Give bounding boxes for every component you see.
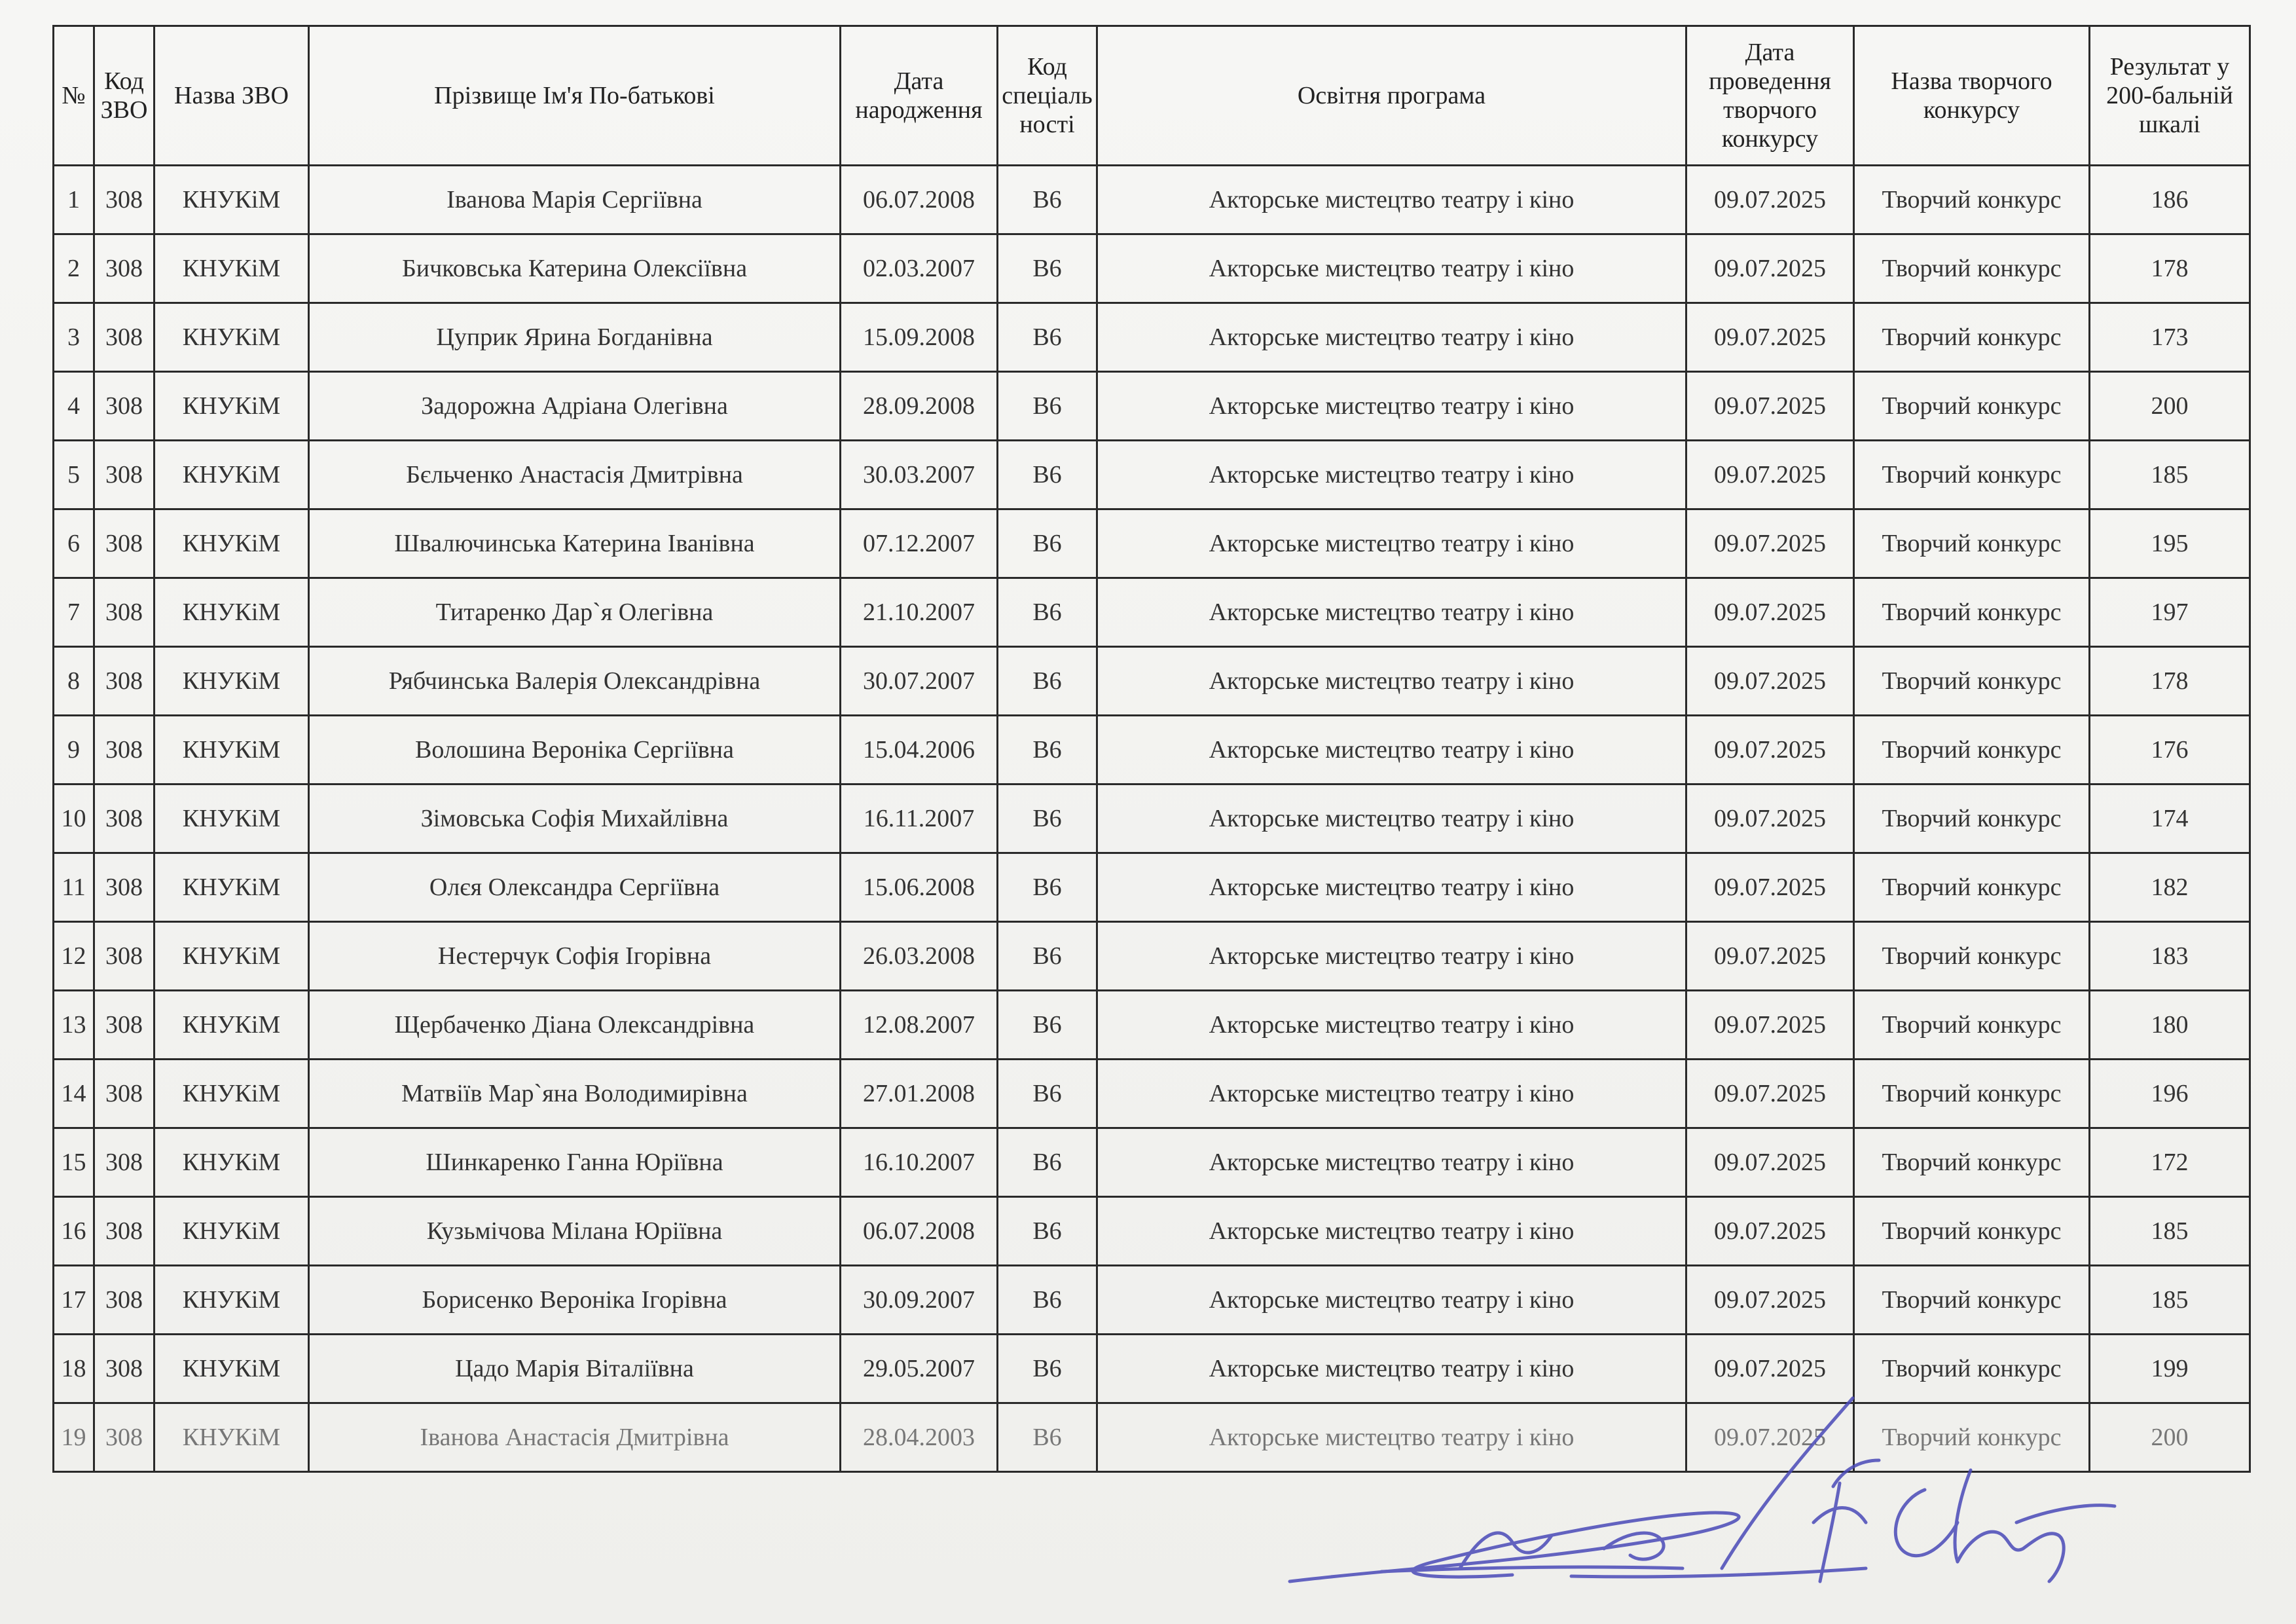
cell-code-zvo: 308 [94, 922, 155, 991]
table-row [54, 166, 2250, 234]
cell-name-zvo: КНУКіМ [155, 578, 309, 647]
cell-code-zvo: 308 [94, 1266, 155, 1335]
cell-program: Акторське мистецтво театру і кіно [1097, 784, 1686, 853]
cell-name-zvo: КНУКіМ [155, 853, 309, 922]
cell-contest-date: 09.07.2025 [1686, 509, 1854, 578]
cell-name-zvo: КНУКіМ [155, 509, 309, 578]
cell-num: 1 [54, 166, 94, 234]
cell-code-zvo: 308 [94, 784, 155, 853]
cell-name-zvo: КНУКіМ [155, 784, 309, 853]
cell-full-name: Зімовська Софія Михайлівна [309, 784, 841, 853]
cell-program: Акторське мистецтво театру і кіно [1097, 647, 1686, 716]
header-row [54, 26, 2250, 166]
header-birth-date: Дата народження [841, 26, 998, 166]
cell-birth-date: 06.07.2008 [841, 1197, 998, 1266]
cell-spec-code: В6 [998, 578, 1097, 647]
cell-code-zvo: 308 [94, 441, 155, 509]
cell-code-zvo: 308 [94, 166, 155, 234]
cell-result: 185 [2090, 1266, 2250, 1335]
cell-full-name: Іванова Марія Сергіївна [309, 166, 841, 234]
cell-spec-code: В6 [998, 441, 1097, 509]
cell-name-zvo: КНУКіМ [155, 1128, 309, 1197]
cell-birth-date: 07.12.2007 [841, 509, 998, 578]
cell-full-name: Борисенко Вероніка Ігорівна [309, 1266, 841, 1335]
signature-stroke-10 [1955, 1470, 2064, 1581]
cell-result: 197 [2090, 578, 2250, 647]
table-row [54, 647, 2250, 716]
cell-program: Акторське мистецтво театру і кіно [1097, 372, 1686, 441]
cell-contest-name: Творчий конкурс [1854, 922, 2090, 991]
cell-contest-date: 09.07.2025 [1686, 1060, 1854, 1128]
cell-code-zvo: 308 [94, 372, 155, 441]
cell-result: 180 [2090, 991, 2250, 1060]
cell-contest-name: Творчий конкурс [1854, 647, 2090, 716]
cell-contest-date: 09.07.2025 [1686, 1335, 1854, 1403]
cell-result: 199 [2090, 1335, 2250, 1403]
header-contest-name: Назва творчого конкурсу [1854, 26, 2090, 166]
cell-contest-date: 09.07.2025 [1686, 578, 1854, 647]
cell-program: Акторське мистецтво театру і кіно [1097, 509, 1686, 578]
cell-contest-name: Творчий конкурс [1854, 853, 2090, 922]
cell-contest-date: 09.07.2025 [1686, 372, 1854, 441]
cell-code-zvo: 308 [94, 578, 155, 647]
header-spec-code: Код спеціаль ності [998, 26, 1097, 166]
table-row [54, 784, 2250, 853]
signature-stroke-5 [1722, 1398, 1853, 1568]
cell-contest-date: 09.07.2025 [1686, 853, 1854, 922]
cell-name-zvo: КНУКіМ [155, 441, 309, 509]
cell-name-zvo: КНУКіМ [155, 234, 309, 303]
cell-program: Акторське мистецтво театру і кіно [1097, 991, 1686, 1060]
cell-birth-date: 21.10.2007 [841, 578, 998, 647]
cell-birth-date: 27.01.2008 [841, 1060, 998, 1128]
cell-result: 173 [2090, 303, 2250, 372]
cell-contest-name: Творчий конкурс [1854, 234, 2090, 303]
cell-full-name: Щербаченко Діана Олександрівна [309, 991, 841, 1060]
table-row [54, 441, 2250, 509]
cell-contest-date: 09.07.2025 [1686, 1403, 1854, 1472]
cell-contest-date: 09.07.2025 [1686, 234, 1854, 303]
cell-contest-date: 09.07.2025 [1686, 991, 1854, 1060]
cell-num: 12 [54, 922, 94, 991]
cell-birth-date: 30.07.2007 [841, 647, 998, 716]
cell-full-name: Іванова Анастасія Дмитрівна [309, 1403, 841, 1472]
cell-birth-date: 30.09.2007 [841, 1266, 998, 1335]
cell-program: Акторське мистецтво театру і кіно [1097, 1128, 1686, 1197]
cell-code-zvo: 308 [94, 991, 155, 1060]
cell-name-zvo: КНУКіМ [155, 647, 309, 716]
table-row [54, 509, 2250, 578]
cell-num: 6 [54, 509, 94, 578]
cell-contest-date: 09.07.2025 [1686, 1128, 1854, 1197]
header-num: № [54, 26, 94, 166]
table-row [54, 1060, 2250, 1128]
cell-code-zvo: 308 [94, 1403, 155, 1472]
cell-contest-name: Творчий конкурс [1854, 1335, 2090, 1403]
cell-contest-name: Творчий конкурс [1854, 303, 2090, 372]
cell-num: 18 [54, 1335, 94, 1403]
cell-contest-name: Творчий конкурс [1854, 1197, 2090, 1266]
cell-program: Акторське мистецтво театру і кіно [1097, 234, 1686, 303]
signature [1264, 1372, 2128, 1608]
cell-num: 17 [54, 1266, 94, 1335]
cell-result: 200 [2090, 372, 2250, 441]
cell-birth-date: 12.08.2007 [841, 991, 998, 1060]
cell-code-zvo: 308 [94, 303, 155, 372]
cell-num: 11 [54, 853, 94, 922]
header-name-zvo: Назва ЗВО [155, 26, 309, 166]
cell-contest-name: Творчий конкурс [1854, 509, 2090, 578]
header-full-name: Прізвище Ім'я По-батькові [309, 26, 841, 166]
cell-contest-date: 09.07.2025 [1686, 922, 1854, 991]
cell-program: Акторське мистецтво театру і кіно [1097, 441, 1686, 509]
cell-num: 3 [54, 303, 94, 372]
cell-contest-name: Творчий конкурс [1854, 1266, 2090, 1335]
cell-program: Акторське мистецтво театру і кіно [1097, 1060, 1686, 1128]
cell-result: 172 [2090, 1128, 2250, 1197]
cell-contest-name: Творчий конкурс [1854, 578, 2090, 647]
cell-name-zvo: КНУКіМ [155, 1266, 309, 1335]
results-body [54, 166, 2250, 1472]
cell-num: 2 [54, 234, 94, 303]
header-result: Результат у 200-бальній шкалі [2090, 26, 2250, 166]
cell-program: Акторське мистецтво театру і кіно [1097, 1335, 1686, 1403]
cell-code-zvo: 308 [94, 1060, 155, 1128]
header-program: Освітня програма [1097, 26, 1686, 166]
cell-num: 5 [54, 441, 94, 509]
cell-spec-code: В6 [998, 784, 1097, 853]
header-code-zvo: Код ЗВО [94, 26, 155, 166]
table-row [54, 303, 2250, 372]
cell-full-name: Волошина Вероніка Сергіївна [309, 716, 841, 784]
cell-num: 7 [54, 578, 94, 647]
cell-full-name: Швалючинська Катерина Іванівна [309, 509, 841, 578]
cell-contest-date: 09.07.2025 [1686, 441, 1854, 509]
cell-full-name: Бєльченко Анастасія Дмитрівна [309, 441, 841, 509]
cell-birth-date: 30.03.2007 [841, 441, 998, 509]
cell-full-name: Титаренко Дар`я Олегівна [309, 578, 841, 647]
cell-num: 19 [54, 1403, 94, 1472]
cell-spec-code: В6 [998, 1197, 1097, 1266]
cell-name-zvo: КНУКіМ [155, 1335, 309, 1403]
cell-code-zvo: 308 [94, 509, 155, 578]
cell-contest-date: 09.07.2025 [1686, 1197, 1854, 1266]
table-row [54, 991, 2250, 1060]
cell-contest-date: 09.07.2025 [1686, 647, 1854, 716]
table-row [54, 1266, 2250, 1335]
cell-result: 182 [2090, 853, 2250, 922]
cell-result: 185 [2090, 1197, 2250, 1266]
cell-result: 185 [2090, 441, 2250, 509]
cell-birth-date: 29.05.2007 [841, 1335, 998, 1403]
cell-contest-name: Творчий конкурс [1854, 784, 2090, 853]
cell-contest-date: 09.07.2025 [1686, 1266, 1854, 1335]
table-row [54, 234, 2250, 303]
cell-spec-code: В6 [998, 1403, 1097, 1472]
cell-num: 15 [54, 1128, 94, 1197]
signature-stroke-8 [1820, 1460, 1879, 1581]
cell-full-name: Цадо Марія Віталіївна [309, 1335, 841, 1403]
cell-num: 8 [54, 647, 94, 716]
header-contest-date: Дата проведення творчого конкурсу [1686, 26, 1854, 166]
cell-birth-date: 26.03.2008 [841, 922, 998, 991]
cell-full-name: Задорожна Адріана Олегівна [309, 372, 841, 441]
cell-spec-code: В6 [998, 647, 1097, 716]
cell-contest-name: Творчий конкурс [1854, 1128, 2090, 1197]
cell-name-zvo: КНУКіМ [155, 716, 309, 784]
cell-birth-date: 06.07.2008 [841, 166, 998, 234]
cell-contest-name: Творчий конкурс [1854, 716, 2090, 784]
cell-name-zvo: КНУКіМ [155, 1197, 309, 1266]
cell-code-zvo: 308 [94, 1335, 155, 1403]
cell-code-zvo: 308 [94, 716, 155, 784]
cell-num: 4 [54, 372, 94, 441]
cell-spec-code: В6 [998, 716, 1097, 784]
cell-num: 9 [54, 716, 94, 784]
table-row [54, 716, 2250, 784]
cell-program: Акторське мистецтво театру і кіно [1097, 578, 1686, 647]
cell-result: 174 [2090, 784, 2250, 853]
cell-program: Акторське мистецтво театру і кіно [1097, 716, 1686, 784]
cell-result: 176 [2090, 716, 2250, 784]
cell-result: 196 [2090, 1060, 2250, 1128]
cell-num: 16 [54, 1197, 94, 1266]
cell-num: 13 [54, 991, 94, 1060]
cell-birth-date: 15.06.2008 [841, 853, 998, 922]
cell-program: Акторське мистецтво театру і кіно [1097, 1197, 1686, 1266]
cell-birth-date: 15.09.2008 [841, 303, 998, 372]
cell-birth-date: 16.11.2007 [841, 784, 998, 853]
cell-contest-name: Творчий конкурс [1854, 1403, 2090, 1472]
cell-birth-date: 28.04.2003 [841, 1403, 998, 1472]
cell-contest-date: 09.07.2025 [1686, 166, 1854, 234]
cell-spec-code: В6 [998, 922, 1097, 991]
cell-program: Акторське мистецтво театру і кіно [1097, 303, 1686, 372]
cell-contest-date: 09.07.2025 [1686, 716, 1854, 784]
cell-result: 183 [2090, 922, 2250, 991]
cell-program: Акторське мистецтво театру і кіно [1097, 922, 1686, 991]
cell-name-zvo: КНУКіМ [155, 922, 309, 991]
cell-spec-code: В6 [998, 372, 1097, 441]
table-row [54, 1197, 2250, 1266]
cell-spec-code: В6 [998, 166, 1097, 234]
table-row [54, 1128, 2250, 1197]
cell-birth-date: 28.09.2008 [841, 372, 998, 441]
cell-code-zvo: 308 [94, 1197, 155, 1266]
cell-full-name: Олєя Олександра Сергіївна [309, 853, 841, 922]
cell-full-name: Матвіїв Мар`яна Володимирівна [309, 1060, 841, 1128]
cell-full-name: Кузьмічова Мілана Юріївна [309, 1197, 841, 1266]
cell-result: 200 [2090, 1403, 2250, 1472]
cell-contest-date: 09.07.2025 [1686, 303, 1854, 372]
table-row [54, 578, 2250, 647]
cell-full-name: Бичковська Катерина Олексіївна [309, 234, 841, 303]
cell-result: 195 [2090, 509, 2250, 578]
cell-contest-name: Творчий конкурс [1854, 372, 2090, 441]
cell-result: 186 [2090, 166, 2250, 234]
cell-spec-code: В6 [998, 303, 1097, 372]
cell-spec-code: В6 [998, 991, 1097, 1060]
cell-spec-code: В6 [998, 1060, 1097, 1128]
table-row [54, 922, 2250, 991]
cell-contest-name: Творчий конкурс [1854, 1060, 2090, 1128]
cell-full-name: Шинкаренко Ганна Юріївна [309, 1128, 841, 1197]
cell-birth-date: 16.10.2007 [841, 1128, 998, 1197]
cell-spec-code: В6 [998, 1266, 1097, 1335]
cell-spec-code: В6 [998, 853, 1097, 922]
cell-full-name: Рябчинська Валерія Олександрівна [309, 647, 841, 716]
cell-code-zvo: 308 [94, 234, 155, 303]
cell-program: Акторське мистецтво театру і кіно [1097, 166, 1686, 234]
cell-spec-code: В6 [998, 509, 1097, 578]
table-row [54, 853, 2250, 922]
cell-name-zvo: КНУКіМ [155, 372, 309, 441]
cell-name-zvo: КНУКіМ [155, 1060, 309, 1128]
signature-stroke-9 [1895, 1490, 1958, 1556]
cell-spec-code: В6 [998, 1128, 1097, 1197]
cell-name-zvo: КНУКіМ [155, 303, 309, 372]
cell-contest-name: Творчий конкурс [1854, 991, 2090, 1060]
cell-spec-code: В6 [998, 234, 1097, 303]
cell-code-zvo: 308 [94, 1128, 155, 1197]
cell-result: 178 [2090, 647, 2250, 716]
cell-program: Акторське мистецтво театру і кіно [1097, 1403, 1686, 1472]
cell-contest-name: Творчий конкурс [1854, 166, 2090, 234]
table-row [54, 372, 2250, 441]
cell-birth-date: 15.04.2006 [841, 716, 998, 784]
cell-contest-name: Творчий конкурс [1854, 441, 2090, 509]
cell-name-zvo: КНУКіМ [155, 1403, 309, 1472]
signature-stroke-6 [1813, 1508, 1866, 1523]
cell-name-zvo: КНУКіМ [155, 991, 309, 1060]
cell-name-zvo: КНУКіМ [155, 166, 309, 234]
cell-result: 178 [2090, 234, 2250, 303]
cell-code-zvo: 308 [94, 647, 155, 716]
cell-birth-date: 02.03.2007 [841, 234, 998, 303]
signature-stroke-11 [2016, 1505, 2115, 1522]
cell-program: Акторське мистецтво театру і кіно [1097, 1266, 1686, 1335]
cell-full-name: Нестерчук Софія Ігорівна [309, 922, 841, 991]
cell-full-name: Цуприк Ярина Богданівна [309, 303, 841, 372]
cell-code-zvo: 308 [94, 853, 155, 922]
cell-num: 10 [54, 784, 94, 853]
cell-spec-code: В6 [998, 1335, 1097, 1403]
cell-contest-date: 09.07.2025 [1686, 784, 1854, 853]
cell-program: Акторське мистецтво театру і кіно [1097, 853, 1686, 922]
results-table [52, 25, 2251, 1473]
cell-num: 14 [54, 1060, 94, 1128]
